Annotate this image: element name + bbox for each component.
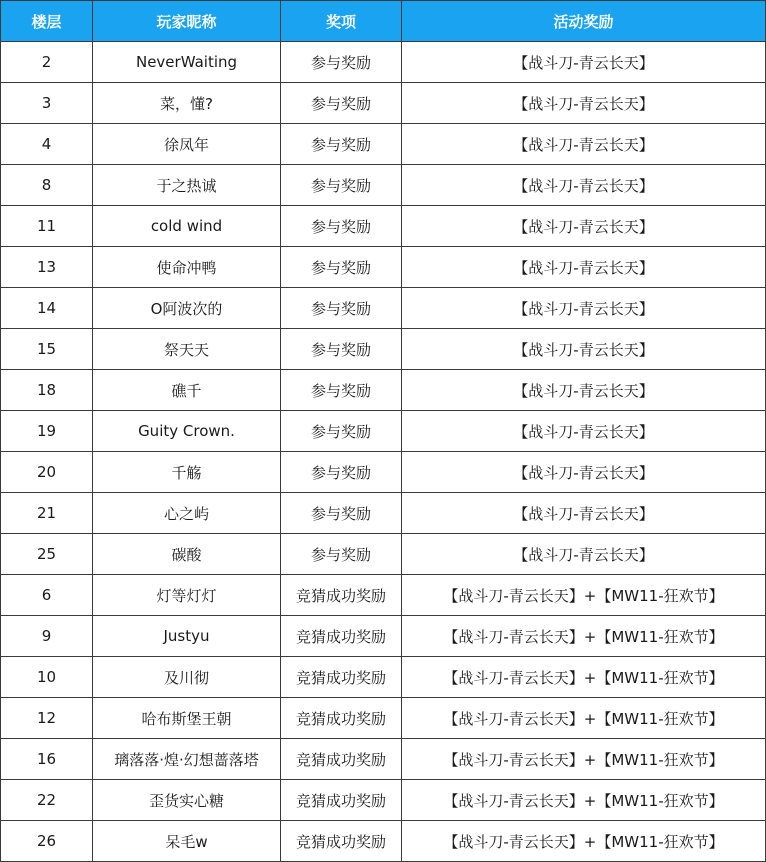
table-row xyxy=(1,329,766,370)
table-row xyxy=(1,206,766,247)
prize-cell: 参与奖励 xyxy=(281,411,402,452)
nickname-cell: 于之热诚 xyxy=(93,165,281,206)
table-row xyxy=(1,534,766,575)
prize-cell: 参与奖励 xyxy=(281,534,402,575)
floor-cell: 2 xyxy=(1,42,93,83)
table-row xyxy=(1,452,766,493)
floor-cell: 6 xyxy=(1,575,93,616)
table-row xyxy=(1,83,766,124)
reward-cell: 【战斗刀-青云长天】+【MW11-狂欢节】 xyxy=(402,780,766,821)
prize-cell: 参与奖励 xyxy=(281,206,402,247)
prize-cell: 参与奖励 xyxy=(281,493,402,534)
nickname-cell: cold wind xyxy=(93,206,281,247)
reward-cell: 【战斗刀-青云长天】 xyxy=(402,411,766,452)
header-prize: 奖项 xyxy=(281,1,402,42)
nickname-cell: 呆毛w xyxy=(93,821,281,862)
prize-cell: 参与奖励 xyxy=(281,247,402,288)
floor-cell: 16 xyxy=(1,739,93,780)
reward-cell: 【战斗刀-青云长天】 xyxy=(402,247,766,288)
nickname-cell: 碳酸 xyxy=(93,534,281,575)
reward-cell: 【战斗刀-青云长天】+【MW11-狂欢节】 xyxy=(402,821,766,862)
reward-cell: 【战斗刀-青云长天】 xyxy=(402,329,766,370)
prize-cell: 参与奖励 xyxy=(281,42,402,83)
floor-cell: 4 xyxy=(1,124,93,165)
floor-cell: 11 xyxy=(1,206,93,247)
nickname-cell: 及川彻 xyxy=(93,657,281,698)
reward-cell: 【战斗刀-青云长天】 xyxy=(402,452,766,493)
floor-cell: 10 xyxy=(1,657,93,698)
floor-cell: 12 xyxy=(1,698,93,739)
table-row xyxy=(1,657,766,698)
reward-cell: 【战斗刀-青云长天】 xyxy=(402,534,766,575)
reward-cell: 【战斗刀-青云长天】 xyxy=(402,370,766,411)
nickname-cell: 灯等灯灯 xyxy=(93,575,281,616)
prize-cell: 竞猜成功奖励 xyxy=(281,575,402,616)
header-reward: 活动奖励 xyxy=(402,1,766,42)
table-row xyxy=(1,616,766,657)
floor-cell: 13 xyxy=(1,247,93,288)
prize-cell: 参与奖励 xyxy=(281,329,402,370)
floor-cell: 3 xyxy=(1,83,93,124)
nickname-cell: 璃落落·煌·幻想蔷落塔 xyxy=(93,739,281,780)
nickname-cell: 礁千 xyxy=(93,370,281,411)
table-row xyxy=(1,575,766,616)
nickname-cell: Guity Crown. xyxy=(93,411,281,452)
prize-cell: 参与奖励 xyxy=(281,124,402,165)
prize-cell: 参与奖励 xyxy=(281,288,402,329)
table-row xyxy=(1,739,766,780)
reward-cell: 【战斗刀-青云长天】 xyxy=(402,83,766,124)
reward-cell: 【战斗刀-青云长天】 xyxy=(402,206,766,247)
floor-cell: 20 xyxy=(1,452,93,493)
prize-cell: 竞猜成功奖励 xyxy=(281,657,402,698)
reward-cell: 【战斗刀-青云长天】 xyxy=(402,165,766,206)
table-row xyxy=(1,493,766,534)
floor-cell: 22 xyxy=(1,780,93,821)
floor-cell: 14 xyxy=(1,288,93,329)
prize-cell: 参与奖励 xyxy=(281,83,402,124)
reward-cell: 【战斗刀-青云长天】 xyxy=(402,493,766,534)
reward-cell: 【战斗刀-青云长天】+【MW11-狂欢节】 xyxy=(402,698,766,739)
table-row xyxy=(1,42,766,83)
floor-cell: 9 xyxy=(1,616,93,657)
header-row xyxy=(1,1,766,42)
reward-cell: 【战斗刀-青云长天】+【MW11-狂欢节】 xyxy=(402,739,766,780)
table-row xyxy=(1,124,766,165)
reward-cell: 【战斗刀-青云长天】 xyxy=(402,288,766,329)
prize-cell: 竞猜成功奖励 xyxy=(281,616,402,657)
reward-cell: 【战斗刀-青云长天】+【MW11-狂欢节】 xyxy=(402,616,766,657)
prize-cell: 竞猜成功奖励 xyxy=(281,780,402,821)
table-row xyxy=(1,165,766,206)
reward-cell: 【战斗刀-青云长天】 xyxy=(402,124,766,165)
nickname-cell: 心之屿 xyxy=(93,493,281,534)
prize-cell: 竞猜成功奖励 xyxy=(281,821,402,862)
reward-cell: 【战斗刀-青云长天】+【MW11-狂欢节】 xyxy=(402,575,766,616)
table-row xyxy=(1,288,766,329)
prize-cell: 参与奖励 xyxy=(281,452,402,493)
nickname-cell: 菜，懂? xyxy=(93,83,281,124)
nickname-cell: NeverWaiting xyxy=(93,42,281,83)
floor-cell: 26 xyxy=(1,821,93,862)
table-row xyxy=(1,780,766,821)
nickname-cell: Justyu xyxy=(93,616,281,657)
floor-cell: 19 xyxy=(1,411,93,452)
prize-cell: 参与奖励 xyxy=(281,370,402,411)
floor-cell: 25 xyxy=(1,534,93,575)
nickname-cell: 祭天天 xyxy=(93,329,281,370)
nickname-cell: O阿波次的 xyxy=(93,288,281,329)
floor-cell: 8 xyxy=(1,165,93,206)
table-row xyxy=(1,821,766,862)
prize-cell: 竞猜成功奖励 xyxy=(281,739,402,780)
nickname-cell: 歪货实心糖 xyxy=(93,780,281,821)
floor-cell: 15 xyxy=(1,329,93,370)
header-floor: 楼层 xyxy=(1,1,93,42)
table-row xyxy=(1,411,766,452)
nickname-cell: 使命冲鸭 xyxy=(93,247,281,288)
prize-cell: 竞猜成功奖励 xyxy=(281,698,402,739)
header-nickname: 玩家昵称 xyxy=(93,1,281,42)
reward-cell: 【战斗刀-青云长天】 xyxy=(402,42,766,83)
prize-cell: 参与奖励 xyxy=(281,165,402,206)
nickname-cell: 徐凤年 xyxy=(93,124,281,165)
table-row xyxy=(1,247,766,288)
floor-cell: 21 xyxy=(1,493,93,534)
table-row xyxy=(1,698,766,739)
nickname-cell: 千觞 xyxy=(93,452,281,493)
floor-cell: 18 xyxy=(1,370,93,411)
table-row xyxy=(1,370,766,411)
nickname-cell: 哈布斯堡王朝 xyxy=(93,698,281,739)
reward-cell: 【战斗刀-青云长天】+【MW11-狂欢节】 xyxy=(402,657,766,698)
